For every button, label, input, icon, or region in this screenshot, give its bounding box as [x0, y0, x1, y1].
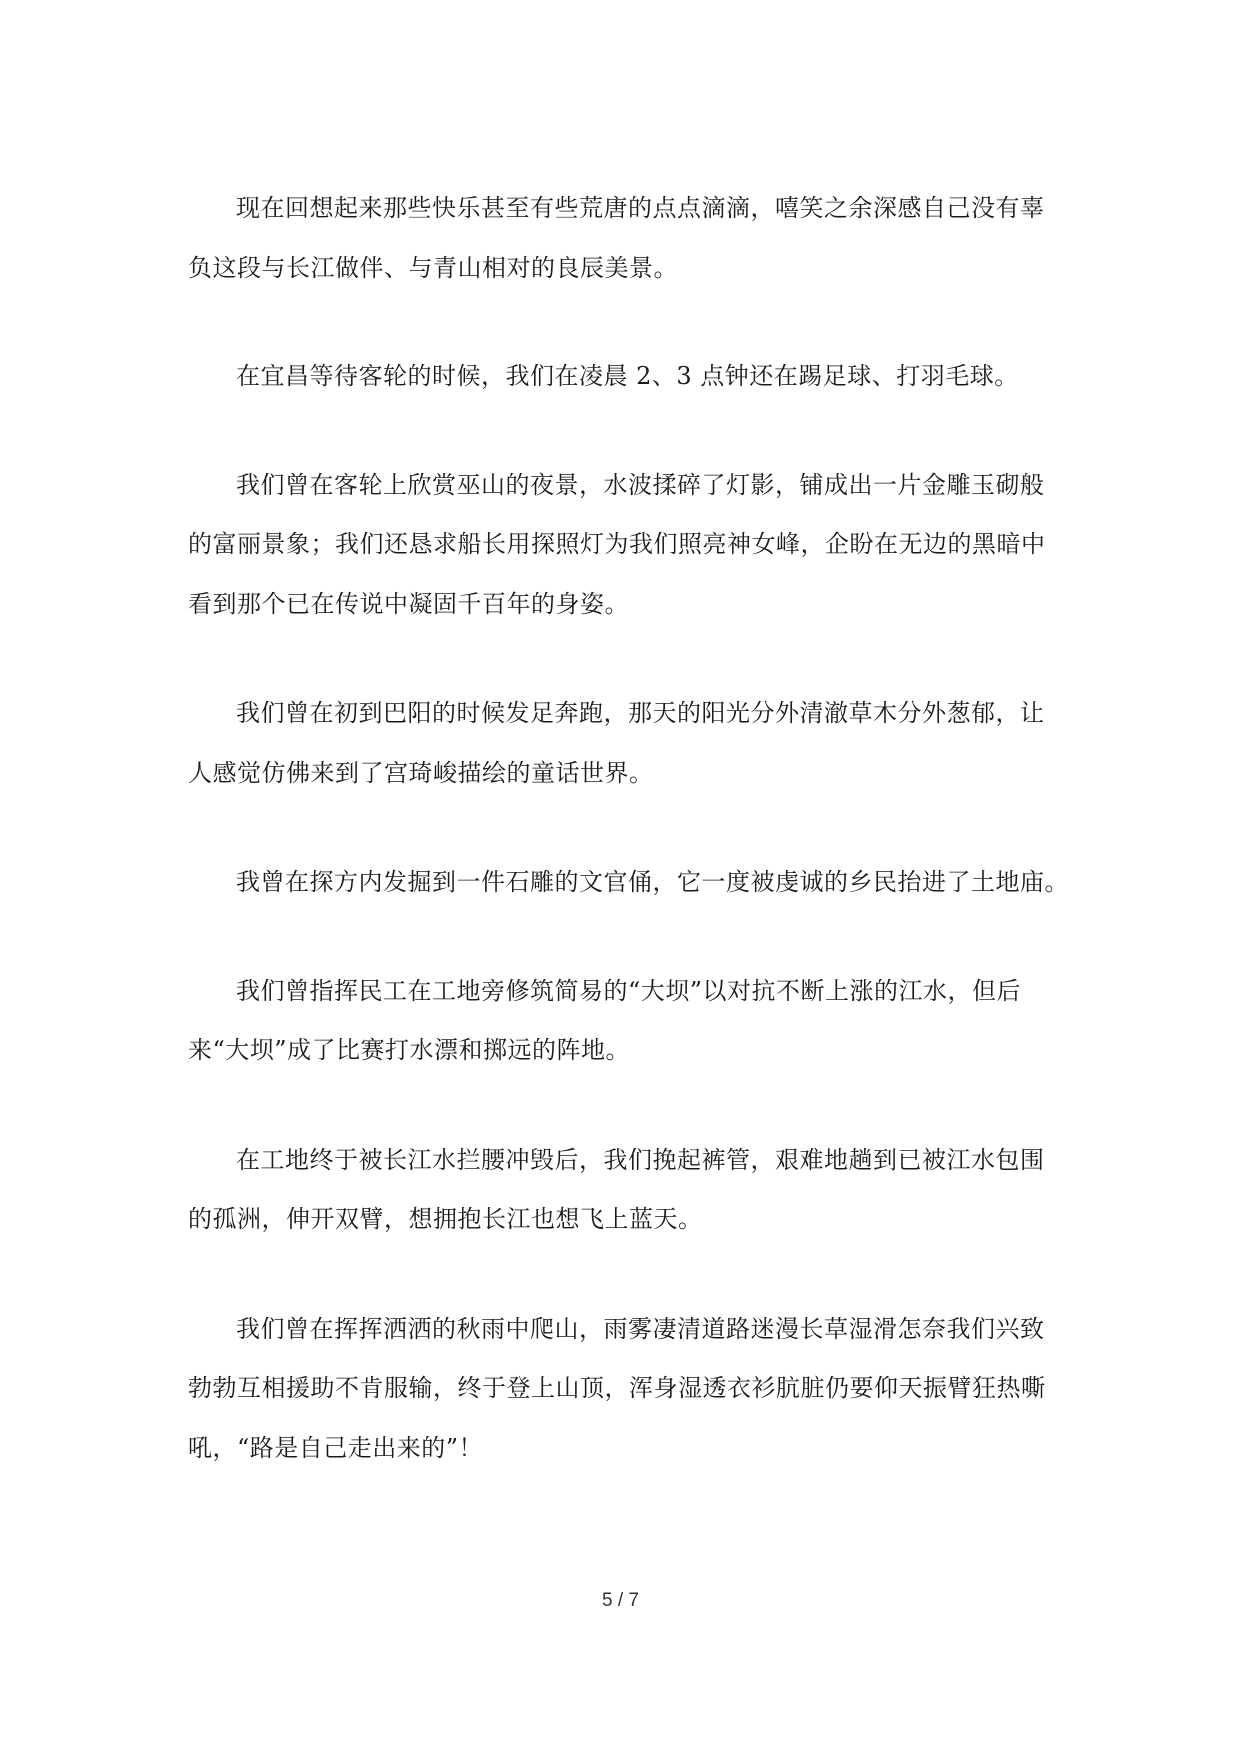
paragraph-3-line-3: 看到那个已在传说中凝固千百年的身姿。: [188, 590, 629, 618]
paragraph-6-line-1: 我们曾指挥民工在工地旁修筑简易的“大坝”以对抗不断上涨的江水，但后: [236, 977, 1022, 1005]
paragraph-7-line-2: 的孤洲，伸开双臂，想拥抱长江也想飞上蓝天。: [188, 1205, 703, 1233]
page-number: 5 / 7: [602, 1590, 639, 1611]
paragraph-2-line-1: 在宜昌等待客轮的时候，我们在凌晨 2、3 点钟还在踢足球、打羽毛球。: [236, 362, 1019, 390]
paragraph-8-line-1: 我们曾在挥挥洒洒的秋雨中爬山，雨雾凄清道路迷漫长草湿滑怎奈我们兴致: [236, 1315, 1045, 1343]
paragraph-4-line-2: 人感觉仿佛来到了宫琦峻描绘的童话世界。: [188, 759, 654, 787]
paragraph-8-line-3: 吼，“路是自己走出来的”！: [188, 1434, 484, 1462]
paragraph-8-line-2: 勃勃互相援助不肯服输，终于登上山顶，浑身湿透衣衫肮脏仍要仰天振臂狂热嘶: [188, 1374, 1046, 1402]
paragraph-6-line-2: 来“大坝”成了比赛打水漂和掷远的阵地。: [188, 1036, 631, 1064]
paragraph-1-line-1: 现在回想起来那些快乐甚至有些荒唐的点点滴滴，嘻笑之余深感自己没有辜: [236, 194, 1045, 222]
paragraph-1-line-2: 负这段与长江做伴、与青山相对的良辰美景。: [188, 254, 678, 282]
paragraph-5-line-1: 我曾在探方内发掘到一件石雕的文官俑，它一度被虔诚的乡民抬进了土地庙。: [236, 868, 1069, 896]
paragraph-3-line-1: 我们曾在客轮上欣赏巫山的夜景，水波揉碎了灯影，铺成出一片金雕玉砌般: [236, 471, 1045, 499]
paragraph-7-line-1: 在工地终于被长江水拦腰冲毁后，我们挽起裤管，艰难地趟到已被江水包围: [236, 1146, 1045, 1174]
paragraph-3-line-2: 的富丽景象；我们还恳求船长用探照灯为我们照亮神女峰，企盼在无边的黑暗中: [188, 530, 1046, 558]
paragraph-4-line-1: 我们曾在初到巴阳的时候发足奔跑，那天的阳光分外清澈草木分外葱郁，让: [236, 699, 1045, 727]
